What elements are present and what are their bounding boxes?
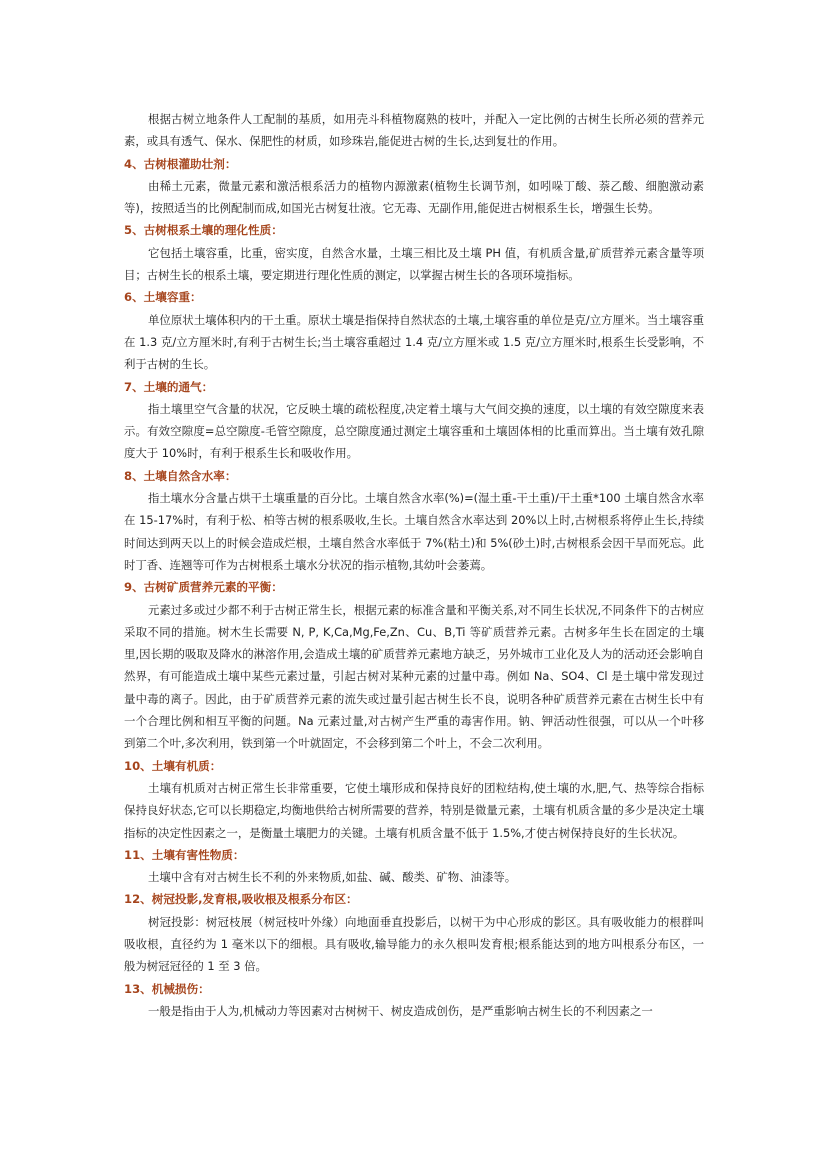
paragraph-bulk-density: 单位原状土壤体积内的干土重。原状土壤是指保持自然状态的土壤,土壤容重的单位是克/立方厘米。当土壤容重在 1.3 克/立方厘米时,有利于古树生长;当土壤容重超过 1.4 克/立方厘米或 1.5 克/立方厘米时,根系生长受影响，不利于古树的生长。: [124, 312, 704, 372]
heading-mechanical-damage: 13、机械损伤：: [124, 981, 210, 996]
paragraph-substrate: 根据古树立地条件人工配制的基质，如用壳斗科植物腐熟的枝叶，并配入一定比例的古树生长所必须的营养元素，或具有透气、保水、保肥性的材质，如珍珠岩,能促进古树的生长,达到复壮的作用。: [124, 112, 704, 149]
paragraph-harmful-substances: 土壤中含有对古树生长不利的外来物质,如盐、碱、酸类、矿物、油漆等。: [148, 870, 517, 885]
paragraph-moisture: 指土壤水分含量占烘干土壤重量的百分比。土壤自然含水率(%)=(湿土重-干土重)/干土重*100 土壤自然含水率在 15-17%时，有利于松、柏等古树的根系吸收,生长。土壤自然含水率达到 20%以上时,古树根系将停止生长,持续时间达到两天以上的时候会造成烂根，土壤自然含水率低于 7%(粘土)和 5%(砂土)时,古树根系会因干旱而死忘。此时丁香、连翘等可作为古树根系土壤水分状况的指示植物,其幼叶会萎蔫。: [124, 491, 704, 572]
heading-nutrient-balance: 9、古树矿质营养元素的平衡：: [124, 580, 283, 595]
paragraph-aeration: 指土壤里空气含量的状况，它反映土壤的疏松程度,决定着土壤与大气间交换的速度，以土壤的有效空隙度来表示。有效空隙度=总空隙度-毛管空隙度，总空隙度通过测定土壤容重和土壤固体相的比重而算出。当土壤有效孔隙度大于 10%时，有利于根系生长和吸收作用。: [124, 401, 704, 461]
paragraph-organic-matter: 土壤有机质对古树正常生长非常重要，它使土壤形成和保持良好的团粒结构,使土壤的水,肥,气、热等综合指标保持良好状态,它可以长期稳定,均衡地供给古树所需要的营养，特别是微量元素，土壤有机质含量的多少是决定土壤指标的决定性因素之一，是衡量土壤肥力的关键。土壤有机质含量不低于 1.5%,才使古树保持良好的生长状况。: [124, 780, 704, 840]
heading-canopy-roots: 12、树冠投影,发育根,吸收根及根系分布区：: [124, 892, 358, 907]
heading-organic-matter: 10、土壤有机质：: [124, 758, 222, 773]
heading-bulk-density: 6、土壤容重：: [124, 290, 202, 305]
paragraph-canopy-roots: 树冠投影：树冠枝展（树冠枝叶外缘）向地面垂直投影后，以树干为中心形成的影区。具有吸收能力的根群叫吸收根，直径约为 1 毫米以下的细根。具有吸收,输导能力的永久根叫发育根;根系能达到的地方叫根系分布区，一般为树冠冠径的 1 至 3 倍。: [124, 914, 704, 974]
paragraph-root-strengthener: 由稀土元素，微量元素和激活根系活力的植物内源激素(植物生长调节剂，如吲哚丁酸、萘乙酸、细胞激动素等)，按照适当的比例配制而成,如国光古树复壮液。它无毒、无副作用,能促进古树根系生长，增强生长势。: [124, 178, 704, 216]
paragraph-soil-properties: 它包括土壤容重，比重，密实度，自然含水量，土壤三相比及土壤 PH 值，有机质含量,矿质营养元素含量等项目；古树生长的根系土壤，要定期进行理化性质的测定，以掌握古树生长的各项环境指标。: [124, 245, 704, 283]
document-page: [124, 108, 704, 1022]
paragraph-nutrient-balance: 元素过多或过少都不利于古树正常生长，根据元素的标准含量和平衡关系,对不同生长状况,不同条件下的古树应采取不同的措施。树木生长需要 N, P, K,Ca,Mg,Fe,Zn、Cu、B,Ti 等矿质营养元素。古树多年生长在固定的土壤里,因长期的吸取及降水的淋溶作用,会造成土壤的矿质营养元素地方缺乏，另外城市工业化及人为的活动还会影响自然界，有可能造成土壤中某些元素过量，引起古树对某种元素的过量中毒。例如 Na、SO4、Cl 是土壤中常发现过量中毒的离子。因此，由于矿质营养元素的流失或过量引起古树生长不良，说明各种矿质营养元素在古树生长中有一个合理比例和相互平衡的问题。Na 元素过量,对古树产生严重的毒害作用。钠、钾活动性很强，可以从一个叶移到第二个叶,多次利用，铁到第一个叶就固定，不会移到第二个叶上，不会二次利用。: [124, 602, 704, 751]
heading-moisture: 8、土壤自然含水率：: [124, 468, 237, 483]
heading-harmful-substances: 11、土壤有害性物质：: [124, 847, 245, 862]
heading-aeration: 7、土壤的通气：: [124, 379, 214, 394]
paragraph-mechanical-damage: 一般是指由于人为,机械动力等因素对古树树干、树皮造成创伤，是严重影响古树生长的不利因素之一: [148, 1003, 653, 1018]
heading-root-strengthener: 4、古树根灌助壮剂：: [124, 156, 237, 171]
heading-soil-properties: 5、古树根系土壤的理化性质：: [124, 223, 283, 238]
